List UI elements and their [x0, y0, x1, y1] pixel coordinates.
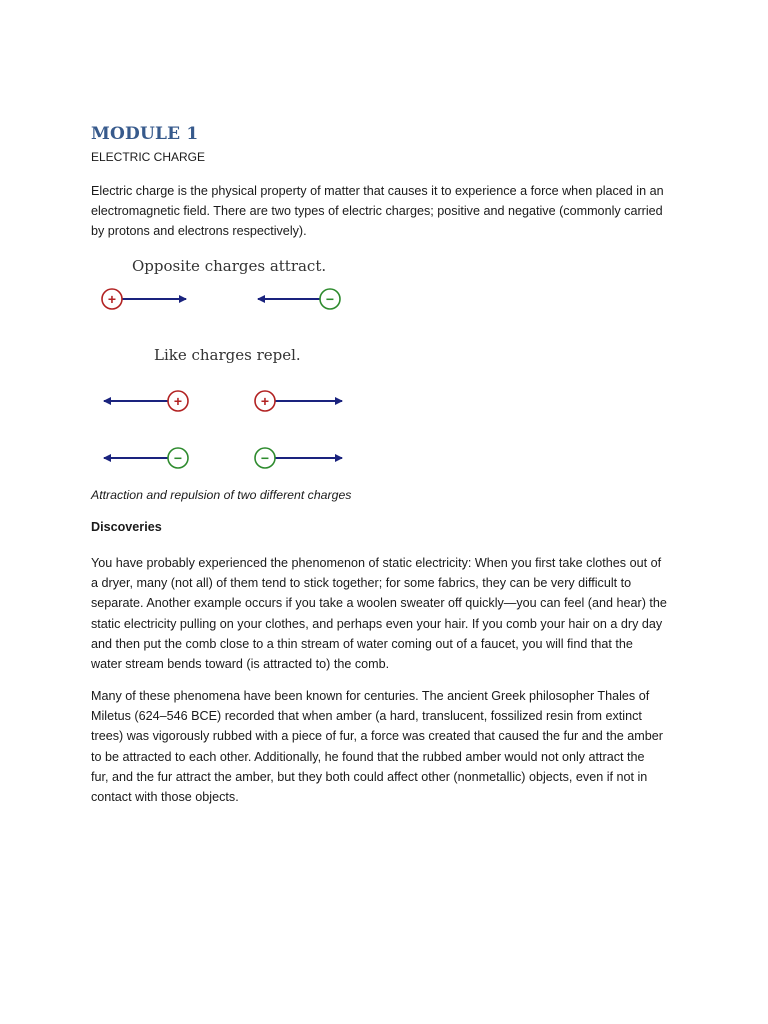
- intro-paragraph: Electric charge is the physical property of matter that causes it to experience a force when placed in an electromagnetic field. There are two types of electric charges; positive and negative (commonly carried by protons and electrons respectively).: [91, 184, 664, 239]
- thales-paragraph: Many of these phenomena have been known for centuries. The ancient Greek philosopher Thales of Miletus (624–546 BCE) recorded that when amber (a hard, translucent, fossilized resin from extinct trees) was vigorously rubbed with a piece of fur, a force was created that caused the fur and the amber to be attracted to each other. Additionally, he found that the rubbed amber would not only attract the fur, and the fur attract the amber, but they both could affect other (nonmetallic) objects, even if not in contact with those objects.: [91, 689, 663, 805]
- plus-symbol: +: [107, 291, 117, 307]
- repel-positive-left: [104, 391, 188, 411]
- charges-diagram-svg: [92, 250, 362, 480]
- section-title: ELECTRIC CHARGE: [91, 150, 206, 164]
- attract-label: Opposite charges attract.: [132, 257, 327, 275]
- plus-symbol: +: [260, 393, 270, 409]
- repel-negative-left: [104, 448, 188, 468]
- static-electricity-paragraph: You have probably experienced the phenomenon of static electricity: When you first take clothes out of a dryer, many (not all) of them tend to stick together; for some fabrics, they can be very difficult to separate. Another example occurs if you take a woolen sweater off quickly—you can feel (and hear) the static electricity pulling on your clothes, and perhaps even your hair. If you comb your hair on a dry day and then put the comb close to a thin stream of water coming out of a faucet, you will find that the water stream bends toward (is attracted to) the comb.: [91, 556, 667, 672]
- minus-symbol: −: [325, 291, 335, 307]
- charges-diagram: [92, 250, 362, 480]
- minus-symbol: −: [173, 450, 183, 466]
- attract-positive-charge: [102, 289, 186, 309]
- repel-positive-right: [255, 391, 342, 411]
- plus-symbol: +: [173, 393, 183, 409]
- module-title: MODULE 1: [91, 124, 199, 144]
- repel-negative-right: [255, 448, 342, 468]
- figure-caption: Attraction and repulsion of two different charges: [91, 488, 352, 502]
- repel-label: Like charges repel.: [154, 346, 301, 364]
- attract-negative-charge: [258, 289, 340, 309]
- discoveries-heading: Discoveries: [91, 520, 162, 534]
- minus-symbol: −: [260, 450, 270, 466]
